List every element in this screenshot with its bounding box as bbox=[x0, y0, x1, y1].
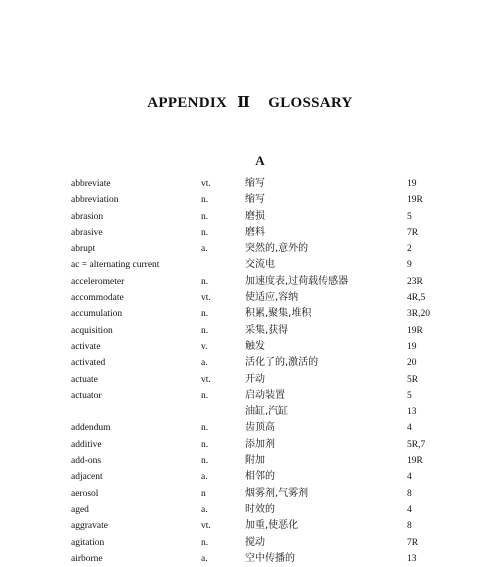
entry-part-of-speech: n. bbox=[201, 195, 209, 206]
entry-meaning: 加重,使恶化 bbox=[245, 520, 299, 532]
glossary-row bbox=[0, 420, 500, 436]
entry-term: addendum bbox=[71, 423, 111, 434]
glossary-row bbox=[0, 339, 500, 355]
glossary-entries bbox=[0, 176, 500, 567]
title-roman-numeral: Ⅱ bbox=[237, 95, 251, 111]
entry-unit-reference: 4 bbox=[407, 423, 412, 434]
glossary-row bbox=[0, 323, 500, 339]
entry-part-of-speech: a. bbox=[201, 553, 208, 564]
entry-meaning: 开动 bbox=[245, 373, 265, 385]
entry-term: accumulation bbox=[71, 309, 123, 320]
glossary-row bbox=[0, 209, 500, 225]
glossary-row bbox=[0, 192, 500, 208]
entry-term: aerosol bbox=[71, 488, 99, 499]
entry-part-of-speech: n bbox=[201, 488, 206, 499]
entry-meaning: 积累,聚集,堆积 bbox=[245, 308, 312, 320]
entry-unit-reference: 13 bbox=[407, 407, 417, 418]
entry-meaning: 空中传播的 bbox=[245, 552, 295, 564]
entry-term: aggravate bbox=[71, 521, 108, 532]
entry-unit-reference: 5R bbox=[407, 374, 419, 385]
entry-meaning: 缩写 bbox=[245, 178, 265, 189]
entry-part-of-speech: v. bbox=[201, 341, 208, 352]
entry-meaning: 触发 bbox=[245, 340, 265, 352]
entry-unit-reference: 19R bbox=[407, 325, 423, 336]
entry-part-of-speech: a. bbox=[201, 472, 208, 483]
entry-unit-reference: 2 bbox=[407, 244, 412, 255]
entry-term: acquisition bbox=[71, 325, 113, 336]
entry-meaning: 磨损 bbox=[245, 210, 265, 222]
entry-meaning: 油缸,汽缸 bbox=[245, 406, 289, 418]
entry-part-of-speech: n. bbox=[201, 227, 209, 238]
section-letter: A bbox=[255, 153, 265, 168]
entry-unit-reference: 20 bbox=[407, 358, 417, 369]
entry-unit-reference: 5 bbox=[407, 211, 412, 222]
entry-term: activate bbox=[71, 341, 101, 352]
entry-part-of-speech: a. bbox=[201, 358, 208, 369]
title-glossary: GLOSSARY bbox=[268, 95, 353, 111]
glossary-row bbox=[0, 469, 500, 485]
entry-part-of-speech: vt. bbox=[201, 293, 211, 304]
entry-unit-reference: 19 bbox=[407, 179, 417, 189]
entry-unit-reference: 4 bbox=[407, 472, 412, 483]
entry-unit-reference: 3R,20 bbox=[407, 309, 430, 320]
entry-part-of-speech: n. bbox=[201, 390, 209, 401]
entry-unit-reference: 8 bbox=[407, 488, 412, 499]
glossary-row bbox=[0, 453, 500, 469]
entry-term: abrupt bbox=[71, 244, 96, 255]
entry-part-of-speech: n. bbox=[201, 309, 209, 320]
glossary-row bbox=[0, 404, 500, 420]
entry-term: adjacent bbox=[71, 472, 103, 483]
entry-part-of-speech: vt. bbox=[201, 374, 211, 385]
entry-term: accelerometer bbox=[71, 276, 125, 287]
entry-unit-reference: 19 bbox=[407, 341, 417, 352]
glossary-row bbox=[0, 486, 500, 502]
entry-unit-reference: 7R bbox=[407, 227, 419, 238]
glossary-row bbox=[0, 257, 500, 273]
entry-term: abrasive bbox=[71, 227, 103, 238]
entry-term: abbreviation bbox=[71, 195, 119, 206]
entry-term: accommodate bbox=[71, 293, 124, 304]
entry-meaning: 时效的 bbox=[245, 503, 275, 515]
glossary-row bbox=[0, 306, 500, 322]
entry-part-of-speech: vt. bbox=[201, 179, 211, 189]
entry-term: aged bbox=[71, 504, 89, 515]
entry-term: agitation bbox=[71, 537, 105, 548]
glossary-row bbox=[0, 274, 500, 290]
entry-meaning: 相邻的 bbox=[245, 471, 275, 483]
glossary-row bbox=[0, 535, 500, 551]
glossary-row bbox=[0, 372, 500, 388]
entry-part-of-speech: n. bbox=[201, 456, 209, 467]
entry-unit-reference: 4R,5 bbox=[407, 293, 426, 304]
entry-meaning: 搅动 bbox=[245, 536, 265, 548]
entry-meaning: 缩写 bbox=[245, 194, 265, 206]
entry-unit-reference: 13 bbox=[407, 553, 417, 564]
entry-term: additive bbox=[71, 439, 102, 450]
glossary-row bbox=[0, 176, 500, 192]
entry-part-of-speech: n. bbox=[201, 423, 209, 434]
entry-part-of-speech: n. bbox=[201, 211, 209, 222]
entry-meaning: 添加剂 bbox=[245, 438, 275, 450]
entry-unit-reference: 19R bbox=[407, 195, 423, 206]
title-appendix: APPENDIX bbox=[147, 95, 228, 111]
glossary-row bbox=[0, 502, 500, 518]
entry-meaning: 采集,获得 bbox=[245, 324, 289, 336]
entry-part-of-speech: a. bbox=[201, 244, 208, 255]
glossary-row bbox=[0, 388, 500, 404]
entry-term: activated bbox=[71, 358, 106, 369]
entry-term: actuator bbox=[71, 390, 102, 401]
entry-meaning: 使适应,容纳 bbox=[245, 292, 299, 304]
glossary-row bbox=[0, 437, 500, 453]
entry-unit-reference: 4 bbox=[407, 504, 412, 515]
entry-part-of-speech: vt. bbox=[201, 521, 211, 532]
entry-term: abrasion bbox=[71, 211, 104, 222]
entry-term: airborne bbox=[71, 553, 103, 564]
entry-meaning: 烟雾剂,气雾剂 bbox=[245, 487, 309, 499]
entry-part-of-speech: n. bbox=[201, 439, 209, 450]
entry-meaning: 突然的,意外的 bbox=[245, 243, 309, 255]
entry-meaning: 附加 bbox=[245, 455, 265, 467]
entry-term: ac = alternating current bbox=[71, 260, 160, 271]
entry-unit-reference: 5 bbox=[407, 390, 412, 401]
entry-unit-reference: 23R bbox=[407, 276, 423, 287]
entry-unit-reference: 19R bbox=[407, 456, 423, 467]
glossary-row bbox=[0, 241, 500, 257]
entry-term: actuate bbox=[71, 374, 98, 385]
glossary-row bbox=[0, 290, 500, 306]
entry-part-of-speech: a. bbox=[201, 504, 208, 515]
entry-unit-reference: 9 bbox=[407, 260, 412, 271]
entry-term: add-ons bbox=[71, 456, 102, 467]
entry-meaning: 活化了的,激活的 bbox=[245, 357, 319, 369]
glossary-row bbox=[0, 225, 500, 241]
entry-part-of-speech: n. bbox=[201, 276, 209, 287]
entry-meaning: 启动装置 bbox=[245, 389, 285, 401]
entry-term: abbreviate bbox=[71, 179, 111, 189]
entry-meaning: 齿顶高 bbox=[245, 422, 275, 434]
glossary-row bbox=[0, 551, 500, 567]
entry-part-of-speech: n. bbox=[201, 325, 209, 336]
glossary-row bbox=[0, 355, 500, 371]
page-title bbox=[0, 93, 500, 112]
entry-meaning: 磨料 bbox=[245, 226, 265, 238]
entry-unit-reference: 7R bbox=[407, 537, 419, 548]
entry-meaning: 交流电 bbox=[245, 259, 275, 271]
glossary-row bbox=[0, 518, 500, 534]
entry-part-of-speech: n. bbox=[201, 537, 209, 548]
entry-meaning: 加速度表,过荷载传感器 bbox=[245, 275, 349, 287]
entry-unit-reference: 8 bbox=[407, 521, 412, 532]
entry-unit-reference: 5R,7 bbox=[407, 439, 426, 450]
